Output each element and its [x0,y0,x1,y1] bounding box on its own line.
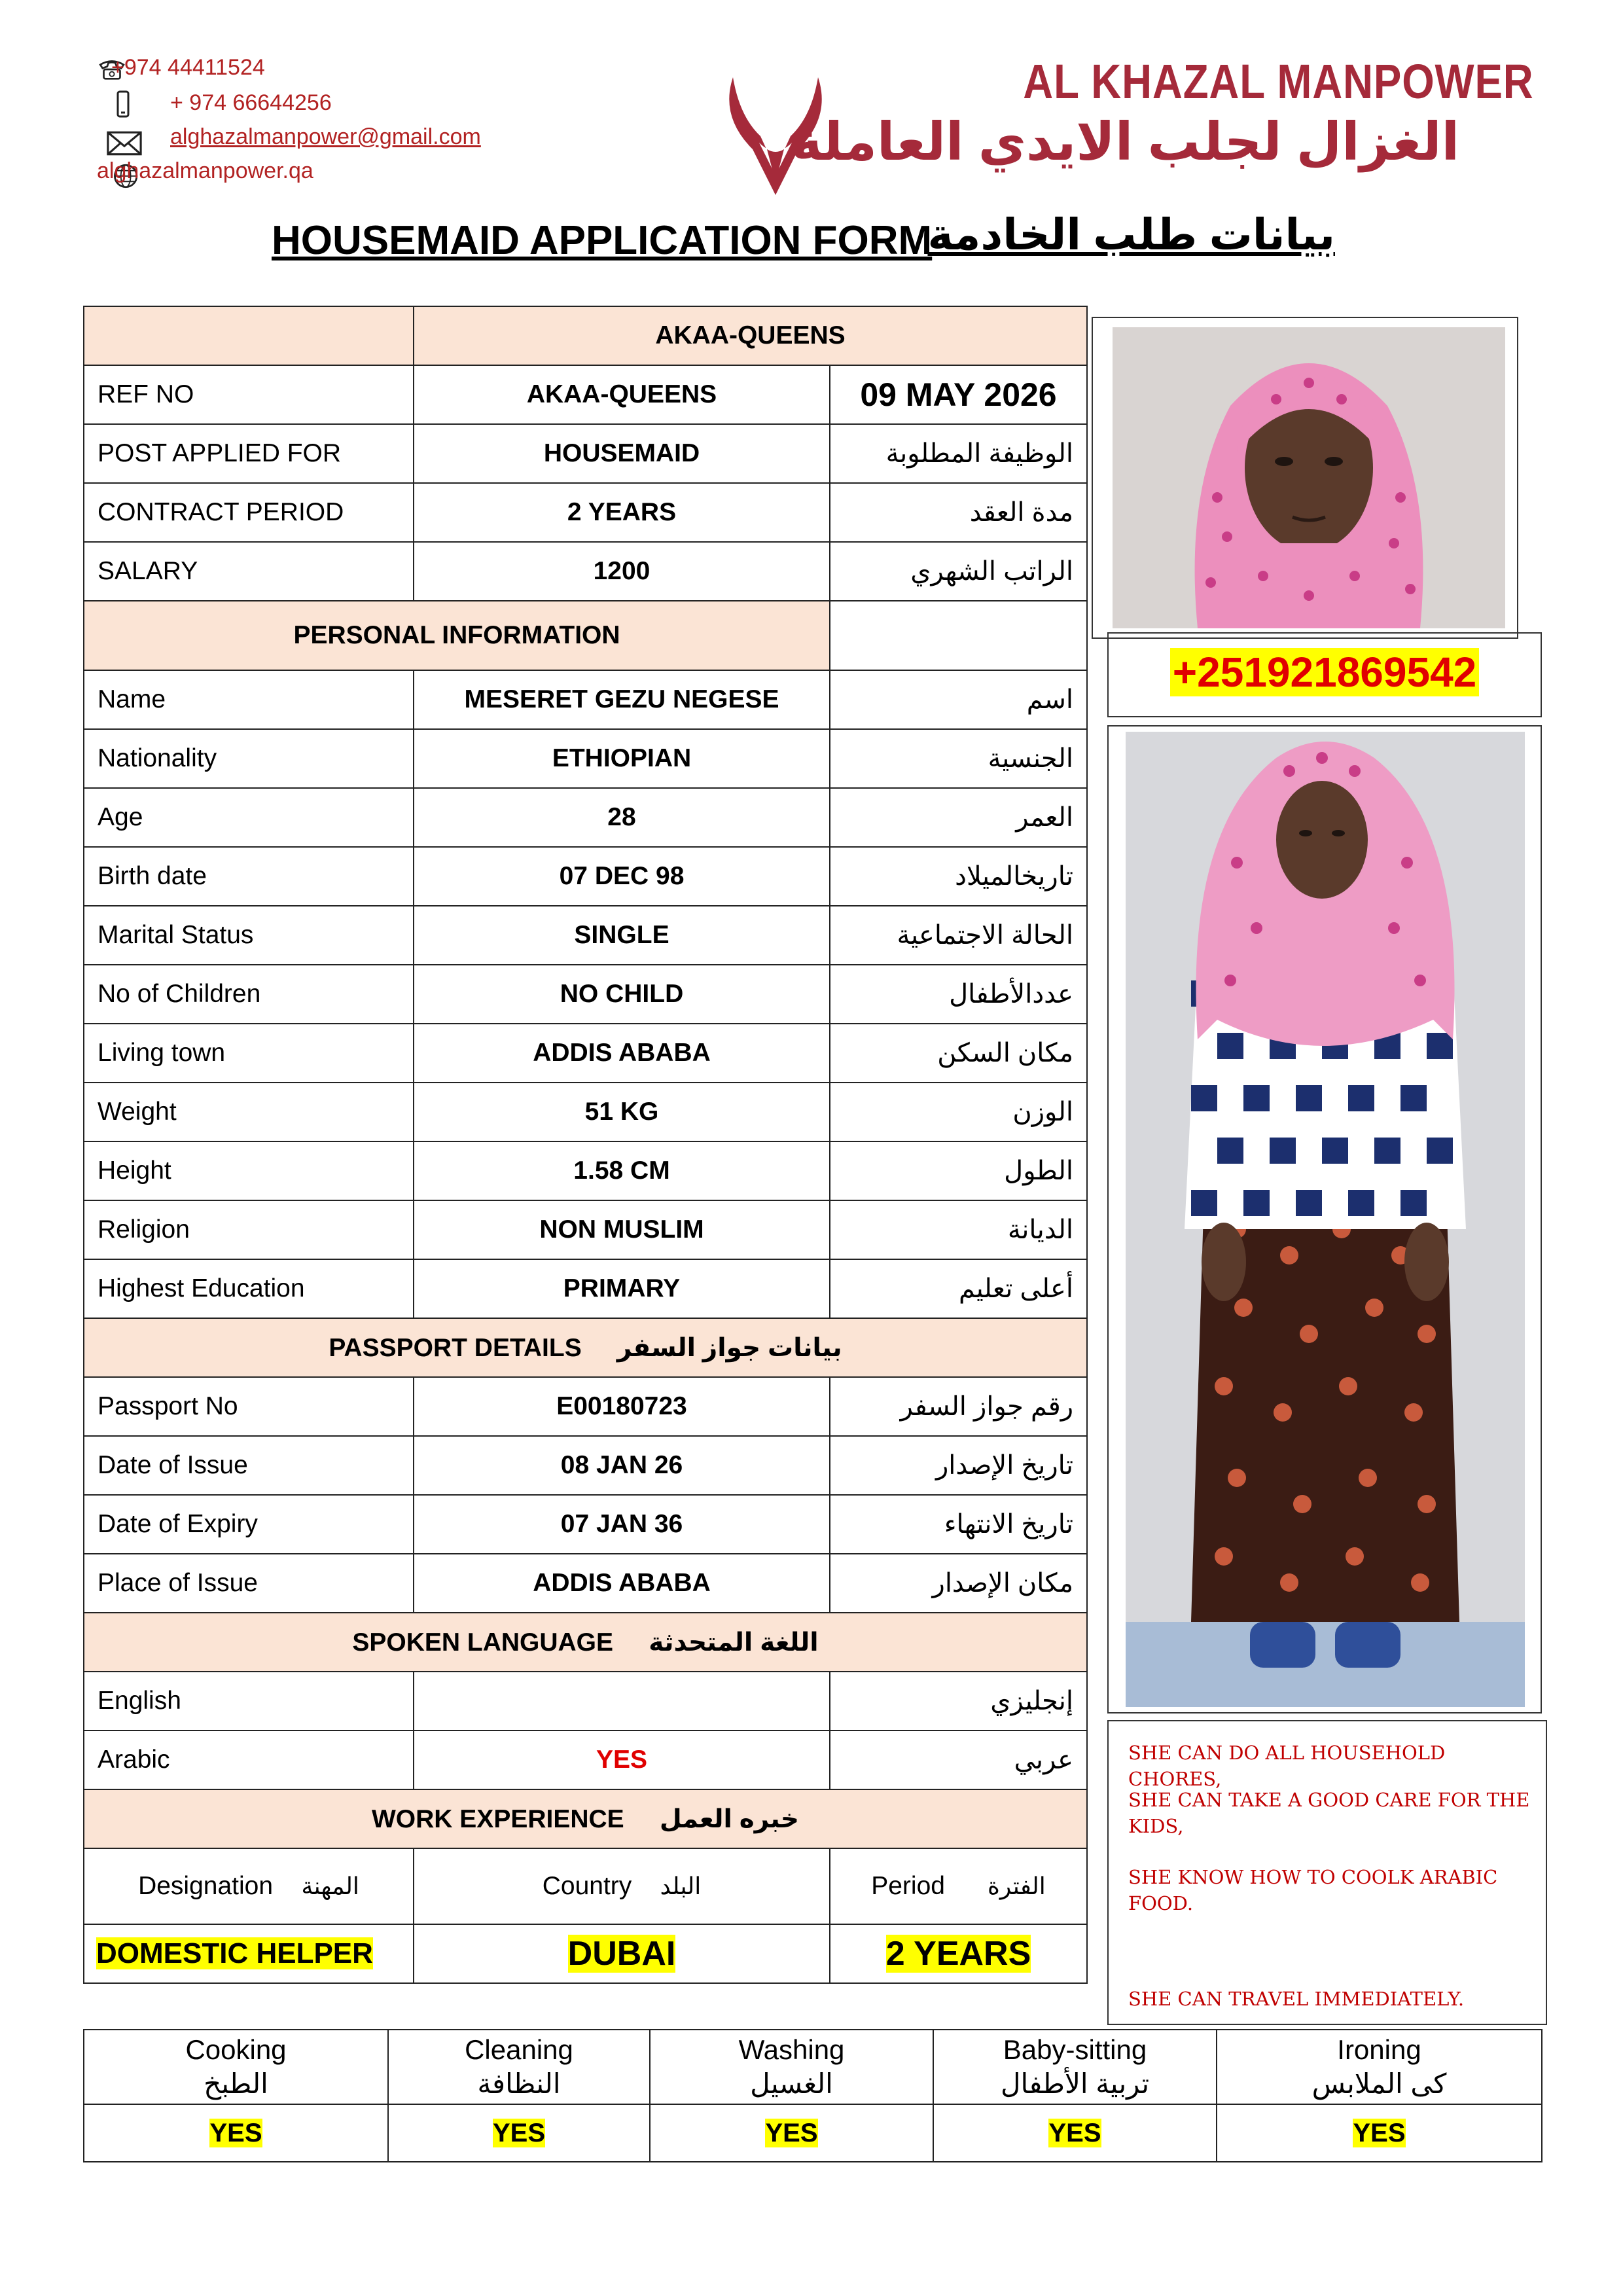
agency-row [84,306,1087,365]
passport-section-header [84,1318,1087,1377]
skill-washing: Washing الغسيل [650,2030,933,2104]
skill-ironing: Ironing كى الملابس [1217,2030,1542,2104]
personal-label: Name [84,670,414,729]
skill-value: YES [1353,2118,1406,2147]
language-value: YES [414,1731,830,1789]
skill-value: YES [765,2118,818,2147]
form-title-en: HOUSEMAID APPLICATION FORM [272,218,933,263]
personal-value: ADDIS ABABA [414,1024,830,1083]
personal-value: 51 KG [414,1083,830,1141]
ref-value: AKAA-QUEENS [414,365,830,424]
work-row [84,1924,1087,1983]
language-label-ar: عربي [830,1731,1087,1789]
personal-label: Age [84,788,414,847]
language-label: Arabic [84,1731,414,1789]
full-body-photo [1126,732,1525,1707]
personal-label: Birth date [84,847,414,906]
skill-value: YES [1048,2118,1101,2147]
passport-label-ar: مكان الإصدار [830,1554,1087,1613]
salary-row [84,542,1087,601]
post-row [84,424,1087,483]
passport-label-ar: تاريخ الإصدار [830,1436,1087,1495]
note-item: SHE CAN DO ALL HOUSEHOLD CHORES, [1128,1742,1446,1790]
skill-baby-sitting: Baby-sitting تربية الأطفال [933,2030,1217,2104]
country-col-ar: البلد [660,1873,702,1899]
personal-label-ar: الوزن [830,1083,1087,1141]
full-body-photo-frame [1107,725,1542,1713]
phone-number-2[interactable]: + 974 66644256 [170,90,332,115]
salary-label-ar: الراتب الشهري [830,542,1087,601]
language-value [414,1672,830,1731]
passport-row [84,1554,1087,1613]
personal-label-ar: تاريخالميلاد [830,847,1087,906]
contract-label: CONTRACT PERIOD [84,483,414,542]
personal-label-ar: عددالأطفال [830,965,1087,1024]
passport-value: 07 JAN 36 [414,1495,830,1554]
salary-label: SALARY [84,542,414,601]
passport-row [84,1495,1087,1554]
personal-label: Height [84,1141,414,1200]
candidate-phone-box [1107,632,1542,717]
personal-section-header [84,601,1087,670]
personal-value: SINGLE [414,906,830,965]
skills-value-row [84,2104,1542,2162]
designation-col: Designation [138,1872,274,1900]
passport-label: Place of Issue [84,1554,414,1613]
ref-label: REF NO [84,365,414,424]
personal-row [84,1200,1087,1259]
personal-value: ETHIOPIAN [414,729,830,788]
skill-value: YES [492,2118,546,2147]
language-section-header [84,1613,1087,1672]
passport-value: E00180723 [414,1377,830,1436]
skill-value: YES [209,2118,262,2147]
passport-label: Date of Expiry [84,1495,414,1554]
work-header-en: WORK EXPERIENCE [371,1804,624,1833]
company-name-ar: الغزال لجلب الايدي العاملة [791,113,1459,171]
designation-col-ar: المهنة [301,1873,359,1899]
note-item: SHE CAN TRAVEL IMMEDIATELY. [1128,1988,1465,2010]
personal-row [84,788,1087,847]
note-item: SHE KNOW HOW TO COOLK ARABIC FOOD. [1128,1866,1498,1914]
language-header-ar: اللغة المتحدثة [649,1628,819,1657]
personal-label: Marital Status [84,906,414,965]
passport-label: Passport No [84,1377,414,1436]
mail-icon [103,128,145,158]
personal-row [84,1024,1087,1083]
personal-row [84,729,1087,788]
email-link[interactable]: alghazalmanpower@gmail.com [170,124,481,149]
personal-row [84,670,1087,729]
period-col: Period [871,1872,945,1900]
work-country: DUBAI [567,1935,676,1973]
mobile-icon [102,90,141,119]
personal-header-label: PERSONAL INFORMATION [84,601,830,670]
personal-label-ar: الديانة [830,1200,1087,1259]
personal-label-ar: أعلى تعليم [830,1259,1087,1318]
personal-value: PRIMARY [414,1259,830,1318]
passport-label: Date of Issue [84,1436,414,1495]
passport-header-en: PASSPORT DETAILS [329,1333,582,1362]
agency-name: AKAA-QUEENS [414,306,1087,365]
candidate-phone[interactable]: +251921869542 [1170,648,1480,696]
personal-label-ar: الحالة الاجتماعية [830,906,1087,965]
skills-table [83,2029,1543,2162]
ref-row [84,365,1087,424]
form-date: 09 MAY 2026 [830,365,1087,424]
portrait-photo [1113,327,1505,628]
work-header-ar: خبره العمل [659,1804,800,1833]
language-label-ar: إنجليزي [830,1672,1087,1731]
company-name-en: AL KHAZAL MANPOWER [1023,54,1534,109]
personal-value: 28 [414,788,830,847]
contract-label-ar: مدة العقد [830,483,1087,542]
skill-cooking: Cooking الطبخ [84,2030,388,2104]
portrait-photo-frame [1092,317,1518,639]
work-section-header [84,1789,1087,1848]
passport-rows [84,1377,1087,1613]
contract-row [84,483,1087,542]
personal-label: Religion [84,1200,414,1259]
post-label: POST APPLIED FOR [84,424,414,483]
personal-label: Weight [84,1083,414,1141]
personal-row [84,906,1087,965]
application-table [83,306,1088,1984]
passport-row [84,1377,1087,1436]
passport-value: 08 JAN 26 [414,1436,830,1495]
country-col: Country [542,1872,632,1900]
personal-label: No of Children [84,965,414,1024]
skills-label-row [84,2030,1542,2104]
personal-label-ar: اسم [830,670,1087,729]
note-item: SHE CAN TAKE A GOOD CARE FOR THE KIDS, [1128,1789,1530,1837]
personal-row [84,1141,1087,1200]
phone-number-1[interactable]: +974 44411524 [111,55,265,80]
personal-label-ar: الطول [830,1141,1087,1200]
period-col-ar: الفترة [987,1873,1046,1899]
personal-row [84,1259,1087,1318]
personal-label-ar: مكان السكن [830,1024,1087,1083]
personal-value: 1.58 CM [414,1141,830,1200]
passport-row [84,1436,1087,1495]
personal-label-ar: الجنسية [830,729,1087,788]
language-label: English [84,1672,414,1731]
personal-value: NON MUSLIM [414,1200,830,1259]
work-columns-row [84,1848,1087,1924]
language-row-arabic [84,1731,1087,1789]
passport-label-ar: تاريخ الانتهاء [830,1495,1087,1554]
passport-label-ar: رقم جواز السفر [830,1377,1087,1436]
personal-row [84,965,1087,1024]
form-title-ar: بيانات طلب الخادمة [927,210,1335,259]
skill-cleaning: Cleaning النظافة [388,2030,650,2104]
passport-value: ADDIS ABABA [414,1554,830,1613]
work-period: 2 YEARS [885,1935,1031,1973]
personal-value: MESERET GEZU NEGESE [414,670,830,729]
salary-value: 1200 [414,542,830,601]
post-value: HOUSEMAID [414,424,830,483]
language-header-en: SPOKEN LANGUAGE [352,1628,614,1657]
candidate-notes [1107,1720,1547,2025]
work-designation: DOMESTIC HELPER [96,1937,373,1969]
personal-value: 07 DEC 98 [414,847,830,906]
passport-header-ar: بيانات جواز السفر [616,1333,842,1362]
personal-value: NO CHILD [414,965,830,1024]
website-link[interactable]: alghazalmanpower.qa [97,158,313,183]
post-label-ar: الوظيفة المطلوبة [830,424,1087,483]
personal-label-ar: العمر [830,788,1087,847]
personal-label: Living town [84,1024,414,1083]
personal-label: Highest Education [84,1259,414,1318]
personal-row [84,1083,1087,1141]
language-row-english [84,1672,1087,1731]
personal-label: Nationality [84,729,414,788]
personal-rows [84,670,1087,1318]
personal-row [84,847,1087,906]
contract-value: 2 YEARS [414,483,830,542]
